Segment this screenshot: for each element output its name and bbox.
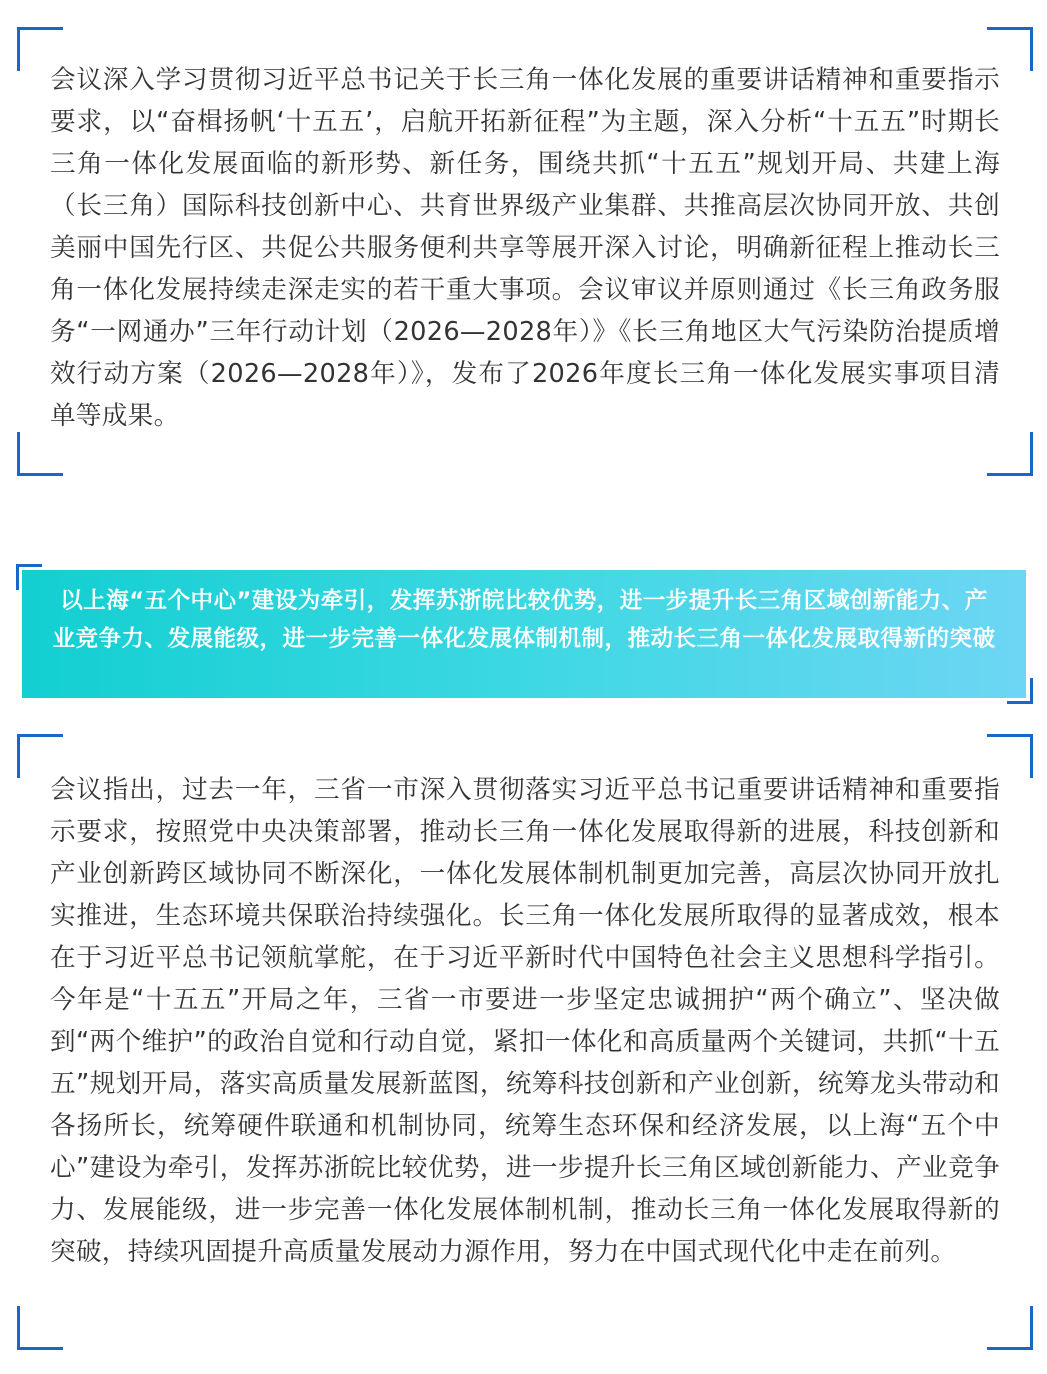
highlight-banner-wrap (0, 560, 1047, 710)
frame-corner-bottom-left (17, 432, 63, 476)
frame-corner-bottom-right (987, 1306, 1033, 1350)
section-2-paragraph: 会议指出，过去一年，三省一市深入贯彻落实习近平总书记重要讲话精神和重要指示要求，按照党中央决策部署，推动长三角一体化发展取得新的进展，科技创新和产业创新跨区域协同不断深化，一体化发展体制机制更加完善，高层次协同开放扎实推进，生态环境共保联治持续强化。长三角一体化发展所取得的显著成效，根本在于习近平总书记领航掌舵，在于习近平新时代中国特色社会主义思想科学指引。今年是“十五五”开局之年，三省一市要进一步坚定忠诚拥护“两个确立”、坚决做到“两个维护”的政治自觉和行动自觉，紧扣一体化和高质量两个关键词，共抓“十五五”规划开局，落实高质量发展新蓝图，统筹科技创新和产业创新，统筹龙头带动和各扬所长，统筹硬件联通和机制协同，统筹生态环保和经济发展，以上海“五个中心”建设为牵引，发挥苏浙皖比较优势，进一步提升长三角区域创新能力、产业竞争力、发展能级，进一步完善一体化发展体制机制，推动长三角一体化发展取得新的突破，持续巩固提升高质量发展动力源作用，努力在中国式现代化中走在前列。 (50, 775, 1000, 1267)
section-1-paragraph: 会议深入学习贯彻习近平总书记关于长三角一体化发展的重要讲话精神和重要指示要求，以“奋楫扬帆‘十五五’，启航开拓新征程”为主题，深入分析“十五五”时期长三角一体化发展面临的新形势、新任务，围绕共抓“十五五”规划开局、共建上海（长三角）国际科技创新中心、共育世界级产业集群、共推高层次协同开放、共创美丽中国先行区、共促公共服务便利共享等展开深入讨论，明确新征程上推动长三角一体化发展持续走深走实的若干重大事项。会议审议并原则通过《长三角政务服务“一网通办”三年行动计划（2026—2028年）》《长三角地区大气污染防治提质增效行动方案（2026—2028年）》，发布了2026年度长三角一体化发展实事项目清单等成果。 (50, 65, 1000, 431)
frame-corner-bottom-right (987, 432, 1033, 476)
highlight-banner: 以上海“五个中心”建设为牵引，发挥苏浙皖比较优势，进一步提升长三角区域创新能力、产业竞争力、发展能级，进一步完善一体化发展体制机制，推动长三角一体化发展取得新的突破 (22, 570, 1026, 698)
frame-corner-bottom-left (17, 1306, 63, 1350)
section-2-frame (0, 734, 1047, 1354)
section-1-frame (0, 0, 1047, 480)
